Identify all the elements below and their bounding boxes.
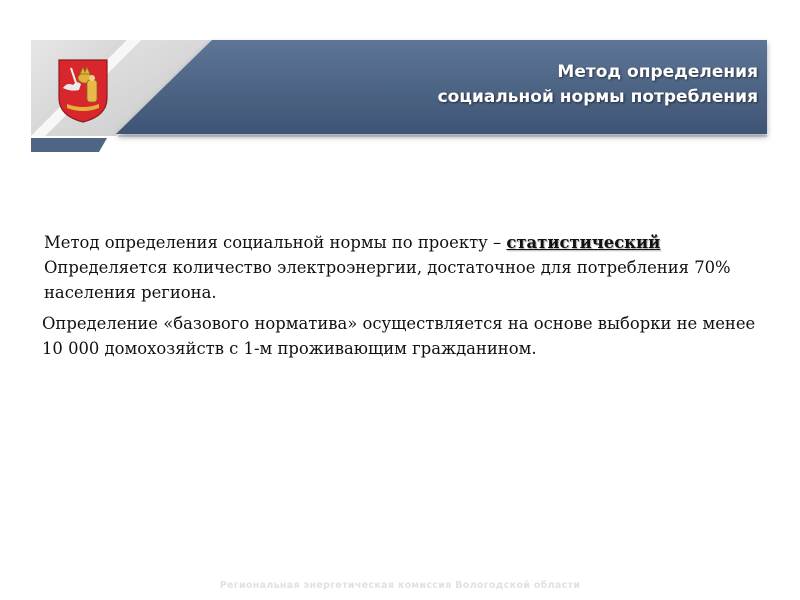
method-paragraph (44, 230, 764, 305)
method-description: Определяется количество электроэнергии, достаточное для потребления 70% населения региона. (44, 258, 731, 302)
method-prefix: Метод определения социальной нормы по проекту – (44, 233, 507, 252)
title-line-2: социальной нормы потребления (437, 87, 758, 107)
slide-title (338, 60, 758, 110)
header-banner (0, 0, 800, 160)
title-line-1: Метод определения (557, 62, 758, 82)
baseline-paragraph: Определение «базового норматива» осуществляется на основе выборки не менее 10 000 домохозяйств с 1-м проживающим гражданином. (42, 314, 756, 358)
footer-organization: Региональная энергетическая комиссия Вологодской области (219, 580, 581, 591)
method-emphasis: статистический (506, 233, 661, 252)
slide-body (44, 230, 764, 361)
vologda-coat-of-arms-icon (57, 58, 109, 124)
